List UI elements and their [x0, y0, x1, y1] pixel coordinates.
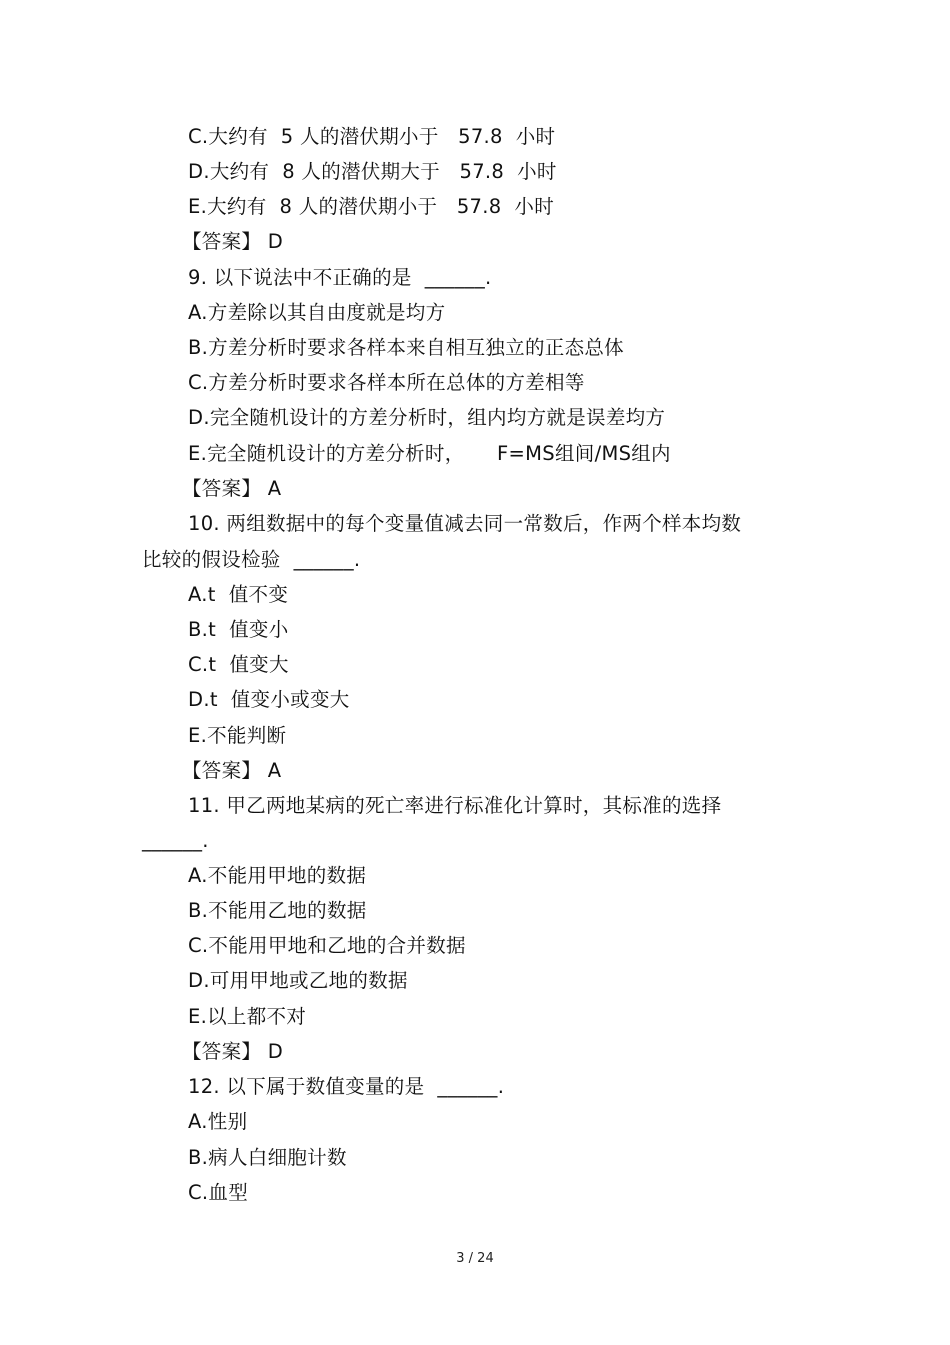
option-line: C.方差分析时要求各样本所在总体的方差相等	[188, 371, 585, 394]
option-line: A.方差除以其自由度就是均方	[188, 301, 446, 324]
option-line: D.完全随机设计的方差分析时，组内均方就是误差均方	[188, 406, 666, 429]
option-line: D.大约有 8 人的潜伏期大于 57.8 小时	[188, 160, 557, 183]
option-line: D.t 值变小或变大	[188, 688, 350, 711]
option-line: E.以上都不对	[188, 1005, 307, 1028]
option-line: C.不能用甲地和乙地的合并数据	[188, 934, 466, 957]
answer-line: 【答案】 D	[182, 1040, 284, 1063]
question-line: 11. 甲乙两地某病的死亡率进行标准化计算时，其标准的选择	[188, 794, 722, 817]
page-number: 3 / 24	[456, 1251, 494, 1266]
option-line: A.性别	[188, 1110, 248, 1133]
answer-line: 【答案】 D	[182, 230, 284, 253]
option-line: E.完全随机设计的方差分析时， F=MS组间/MS组内	[188, 442, 671, 465]
option-line: B.不能用乙地的数据	[188, 899, 367, 922]
option-line: B.方差分析时要求各样本来自相互独立的正态总体	[188, 336, 624, 359]
option-line: A.t 值不变	[188, 583, 289, 606]
option-line: E.不能判断	[188, 724, 287, 747]
option-line: D.可用甲地或乙地的数据	[188, 969, 408, 992]
option-line: C.t 值变大	[188, 653, 289, 676]
question-line: 12. 以下属于数值变量的是 ______.	[188, 1075, 505, 1098]
question-line: 10. 两组数据中的每个变量值减去同一常数后，作两个样本均数	[188, 512, 742, 535]
question-line: 9. 以下说法中不正确的是 ______.	[188, 266, 492, 289]
option-line: E.大约有 8 人的潜伏期小于 57.8 小时	[188, 195, 555, 218]
option-line: C.大约有 5 人的潜伏期小于 57.8 小时	[188, 125, 556, 148]
option-line: C.血型	[188, 1181, 249, 1204]
option-line: B.t 值变小	[188, 618, 289, 641]
question-line-continued: 比较的假设检验 ______.	[142, 548, 361, 571]
option-line: A.不能用甲地的数据	[188, 864, 367, 887]
question-line-continued: ______.	[142, 829, 209, 852]
option-line: B.病人白细胞计数	[188, 1146, 347, 1169]
answer-line: 【答案】 A	[182, 759, 282, 782]
answer-line: 【答案】 A	[182, 477, 282, 500]
